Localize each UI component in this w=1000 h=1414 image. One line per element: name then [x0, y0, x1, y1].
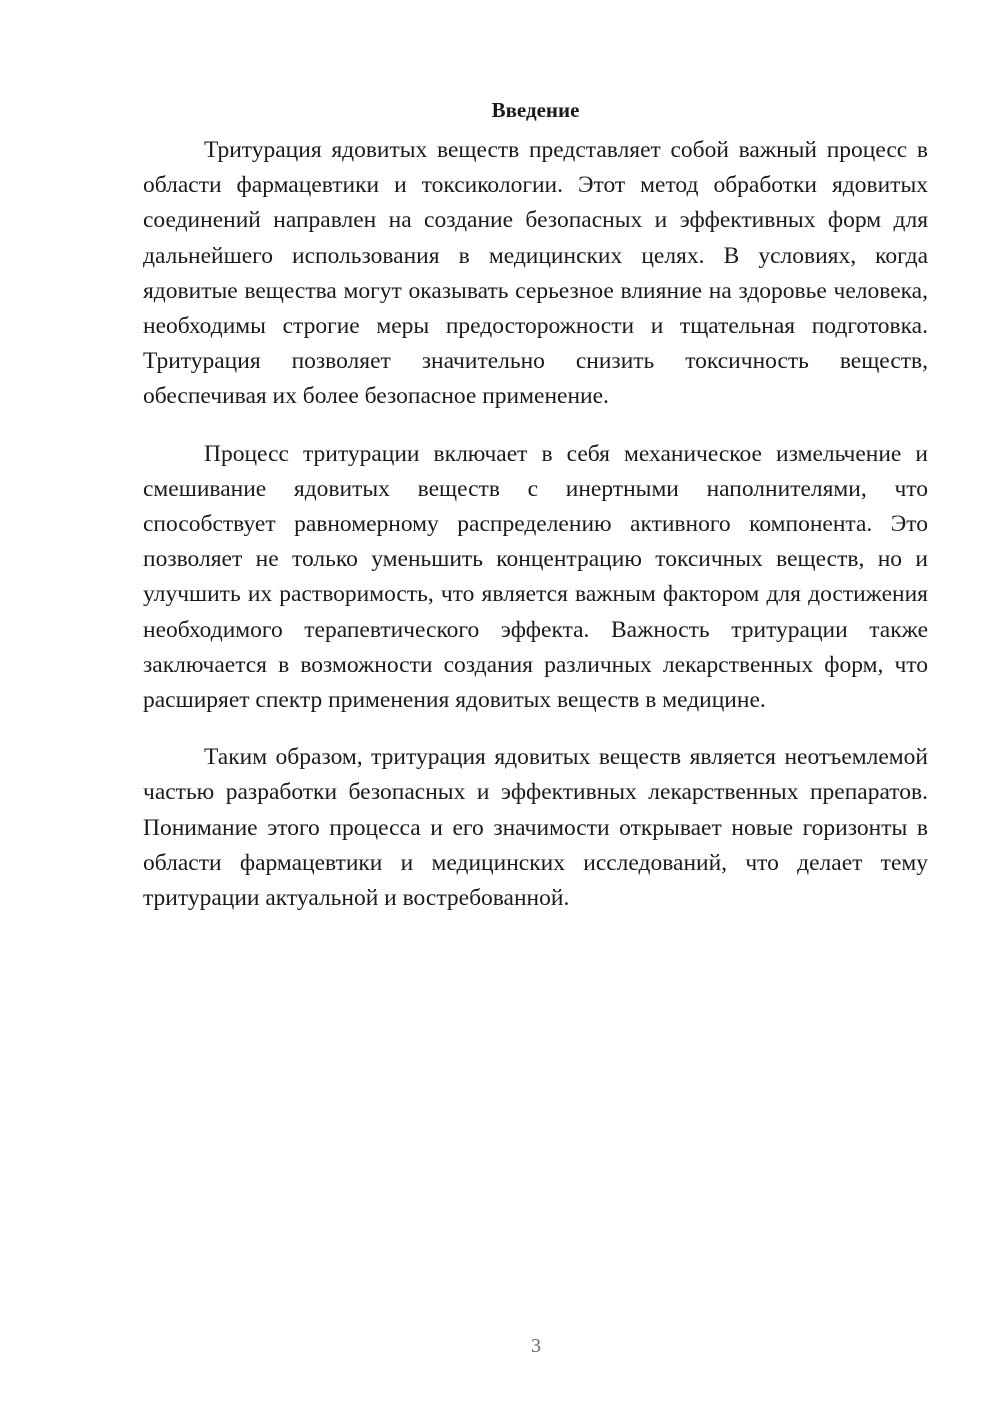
paragraph: Тритурация ядовитых веществ представляет собой важный процесс в области фармацевтики и токсикологии. Этот метод обработки ядовитых соединений направлен на создание безопасных и эффективных форм для дальнейшего использования в медицинских целях. В условиях, когда ядовитые вещества могут оказывать серьезное влияние на здоровье человека, необходимы строгие меры предосторожности и тщательная подготовка. Тритурация позволяет значительно снизить токсичность веществ, обеспечивая их более безопасное применение.: [143, 137, 928, 410]
document-body: [143, 95, 928, 938]
page-number: 3: [531, 1335, 541, 1357]
paragraph: Процесс тритурации включает в себя механическое измельчение и смешивание ядовитых веществ с инертными наполнителями, что способствует равномерному распределению активного компонента. Это позволяет не только уменьшить концентрацию токсичных веществ, но и улучшить их растворимость, что является важным фактором для достижения необходимого терапевтического эффекта. Важность тритурации также заключается в возможности создания различных лекарственных форм, что расширяет спектр применения ядовитых веществ в медицине.: [143, 440, 928, 714]
paragraph: Таким образом, тритурация ядовитых веществ является неотъемлемой частью разработки безопасных и эффективных лекарственных препаратов. Понимание этого процесса и его значимости открывает новые горизонты в области фармацевтики и медицинских исследований, что делает тему тритурации актуальной и востребованной.: [143, 744, 928, 912]
section-heading: Введение: [491, 98, 580, 122]
